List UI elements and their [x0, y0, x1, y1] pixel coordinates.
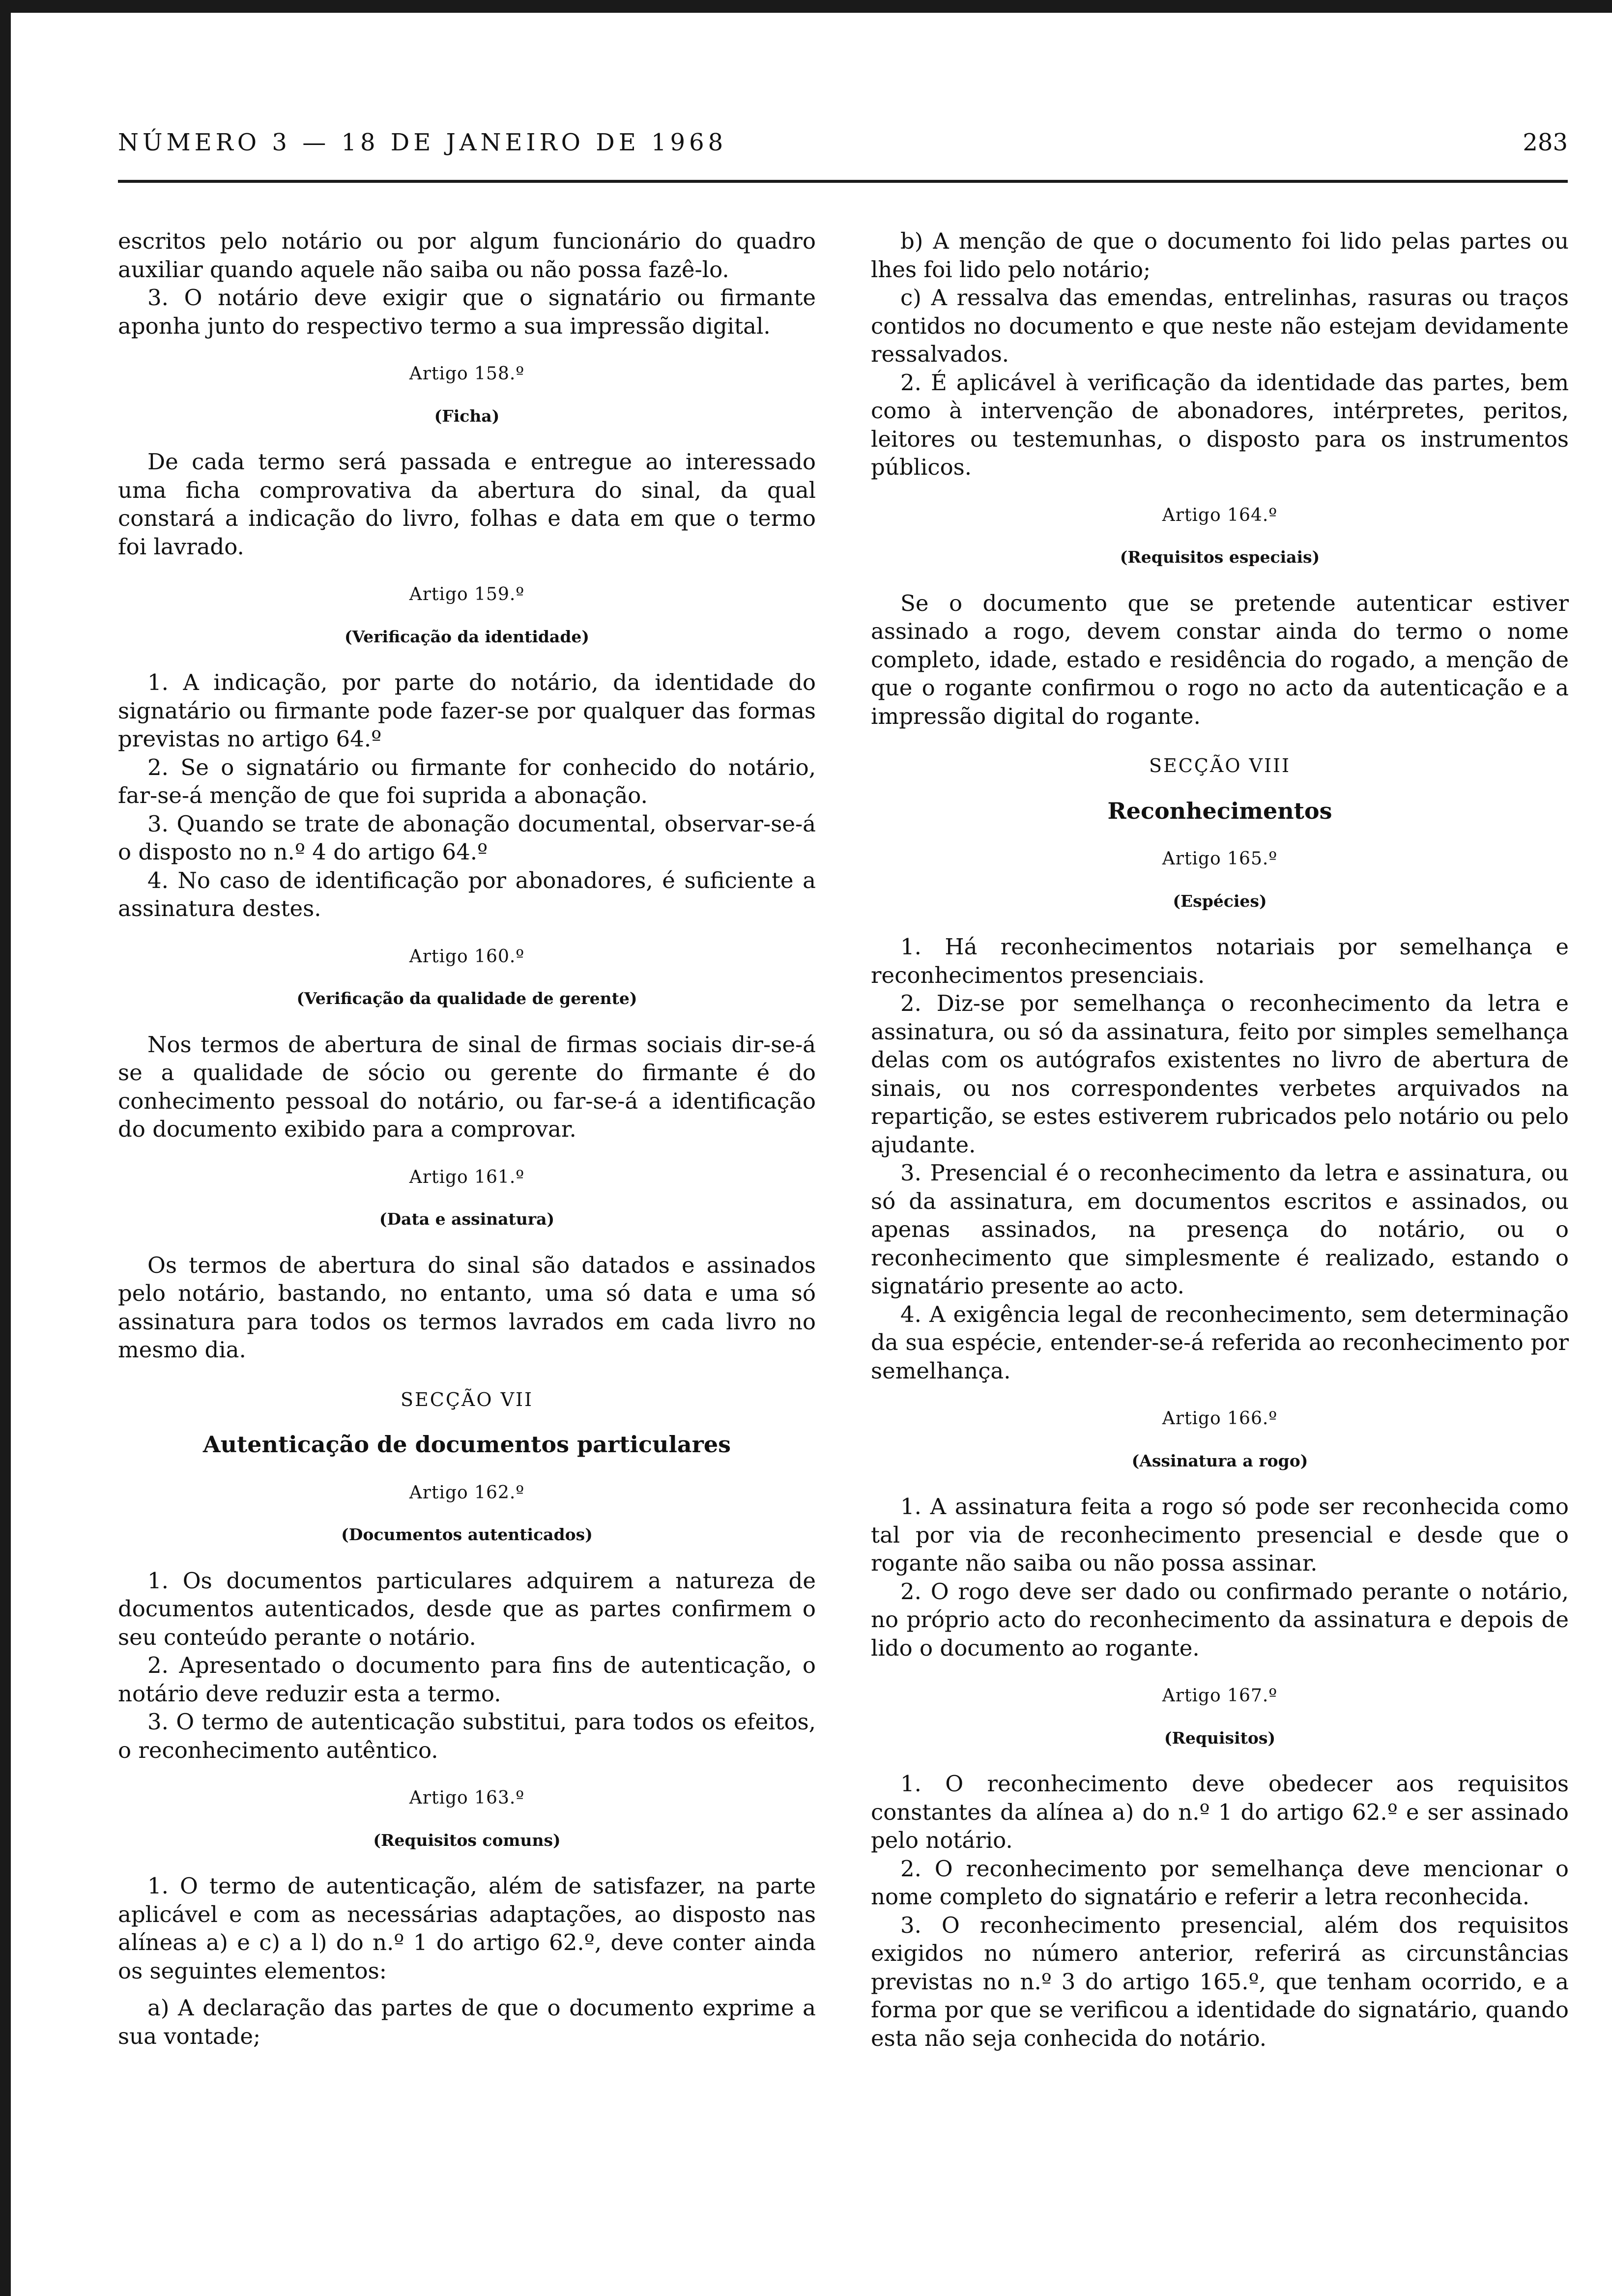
paragraph: Se o documento que se pretende autenticar estiver assinado a rogo, devem constar ainda do termo o nome completo, idade, estado e residência do rogado, a menção de que o rogante confirmou o rogo no acto da autenticação e a impressão digital do rogante.	[871, 590, 1569, 729]
article-subtitle: (Espécies)	[1173, 891, 1267, 911]
paragraph: De cada termo será passada e entregue ao interessado uma ficha comprovativa da abertura do sinal, da qual constará a indicação do livro, folhas e data em que o termo foi lavrado.	[118, 449, 816, 560]
paragraph: 3. Presencial é o reconhecimento da letra e assinatura, ou só da assinatura, em documentos escritos e assinados, ou apenas assinados, na presença do notário, ou o reconhecimento que simplesmente é realizado, estando o signatário presente ao acto.	[871, 1160, 1569, 1299]
article-heading: Artigo 163.º	[409, 1788, 525, 1808]
paragraph: b) A menção de que o documento foi lido pelas partes ou lhes foi lido pelo notário;	[871, 228, 1569, 283]
paragraph: Os termos de abertura do sinal são datados e assinados pelo notário, bastando, no entanto, uma só data e uma só assinatura para todos os termos lavrados em cada livro no mesmo dia.	[118, 1252, 816, 1363]
article-subtitle: (Requisitos)	[1164, 1728, 1276, 1748]
article-heading: Artigo 162.º	[409, 1482, 525, 1503]
paragraph: 1. O termo de autenticação, além de satisfazer, na parte aplicável e com as necessárias adaptações, ao disposto nas alíneas a) e c) a l) do n.º 1 do artigo 62.º, deve conter ainda os seguintes elementos:	[118, 1873, 816, 1984]
paragraph: escritos pelo notário ou por algum funcionário do quadro auxiliar quando aquele não saiba ou não possa fazê-lo.	[118, 228, 816, 283]
paragraph: 1. Há reconhecimentos notariais por semelhança e reconhecimentos presenciais.	[871, 934, 1569, 988]
paragraph: 4. A exigência legal de reconhecimento, sem determinação da sua espécie, entender-se-á referida ao reconhecimento por semelhança.	[871, 1301, 1569, 1384]
article-subtitle: (Documentos autenticados)	[341, 1525, 593, 1544]
header-rule	[118, 180, 1568, 183]
left-column	[118, 227, 816, 2050]
section-label: SECÇÃO VIII	[1149, 755, 1291, 776]
paragraph: 2. O rogo deve ser dado ou confirmado perante o notário, no próprio acto do reconhecimento da assinatura e depois de lido o documento ao rogante.	[871, 1578, 1569, 1661]
journal-issue-title: NÚMERO 3 — 18 DE JANEIRO DE 1968	[118, 129, 727, 156]
paragraph: 3. O termo de autenticação substitui, para todos os efeitos, o reconhecimento autêntico.	[118, 1709, 816, 1763]
article-subtitle: (Requisitos especiais)	[1120, 547, 1320, 567]
article-heading: Artigo 158.º	[409, 364, 525, 384]
article-subtitle: (Verificação da identidade)	[344, 627, 589, 646]
section-title: Reconhecimentos	[1107, 797, 1332, 824]
article-heading: Artigo 166.º	[1162, 1408, 1278, 1429]
paragraph: 3. O notário deve exigir que o signatário ou firmante aponha junto do respectivo termo a sua impressão digital.	[118, 285, 816, 339]
article-subtitle: (Requisitos comuns)	[373, 1830, 561, 1850]
paragraph: 2. Diz-se por semelhança o reconhecimento da letra e assinatura, ou só da assinatura, feito por simples semelhança delas com os autógrafos existentes no livro de abertura de sinais, ou nos correspondentes verbetes arquivados na repartição, se estes estiverem rubricados pelo notário ou pelo ajudante.	[871, 990, 1569, 1158]
paragraph: 2. O reconhecimento por semelhança deve mencionar o nome completo do signatário e referir a letra reconhecida.	[871, 1855, 1569, 1910]
paragraph: 2. Apresentado o documento para fins de autenticação, o notário deve reduzir esta a termo.	[118, 1652, 816, 1707]
article-subtitle: (Assinatura a rogo)	[1131, 1451, 1308, 1470]
page-border-left	[0, 0, 11, 2296]
article-heading: Artigo 164.º	[1162, 505, 1278, 525]
article-heading: Artigo 159.º	[409, 584, 525, 604]
paragraph: 1. A indicação, por parte do notário, da identidade do signatário ou firmante pode fazer-se por qualquer das formas previstas no artigo 64.º	[118, 669, 816, 752]
paragraph: c) A ressalva das emendas, entrelinhas, rasuras ou traços contidos no documento e que neste não estejam devidamente ressalvados.	[871, 285, 1569, 367]
article-heading: Artigo 160.º	[409, 946, 525, 967]
article-subtitle: (Verificação da qualidade de gerente)	[296, 989, 637, 1008]
article-heading: Artigo 161.º	[409, 1167, 525, 1187]
paragraph: 3. O reconhecimento presencial, além dos requisitos exigidos no número anterior, referirá as circunstâncias previstas no n.º 3 do artigo 165.º, que tenham ocorrido, e a forma por que se verificou a identidade do signatário, quando esta não seja conhecida do notário.	[871, 1912, 1569, 2051]
page-border-top	[0, 0, 1612, 13]
right-column	[871, 227, 1569, 2052]
paragraph: 3. Quando se trate de abonação documental, observar-se-á o disposto no n.º 4 do artigo 64.º	[118, 810, 816, 865]
paragraph: 2. É aplicável à verificação da identidade das partes, bem como à intervenção de abonadores, intérpretes, peritos, leitores ou testemunhas, o disposto para os instrumentos públicos.	[871, 369, 1569, 480]
section-title: Autenticação de documentos particulares	[202, 1431, 731, 1458]
paragraph: 1. A assinatura feita a rogo só pode ser reconhecida como tal por via de reconhecimento presencial e desde que o rogante não saiba ou não possa assinar.	[871, 1493, 1569, 1576]
paragraph: 4. No caso de identificação por abonadores, é suficiente a assinatura destes.	[118, 867, 816, 921]
page-header	[118, 129, 1568, 168]
paragraph: Nos termos de abertura de sinal de firmas sociais dir-se-á se a qualidade de sócio ou gerente do firmante é do conhecimento pessoal do notário, ou far-se-á a identificação do documento exibido para a comprovar.	[118, 1031, 816, 1142]
article-heading: Artigo 165.º	[1162, 849, 1278, 869]
paragraph: 2. Se o signatário ou firmante for conhecido do notário, far-se-á menção de que foi suprida a abonação.	[118, 754, 816, 808]
section-label: SECÇÃO VII	[400, 1388, 534, 1410]
paragraph: a) A declaração das partes de que o documento exprime a sua vontade;	[118, 1995, 816, 2049]
paragraph: 1. O reconhecimento deve obedecer aos requisitos constantes da alínea a) do n.º 1 do artigo 62.º e ser assinado pelo notário.	[871, 1771, 1569, 1853]
article-subtitle: (Ficha)	[434, 406, 500, 426]
article-heading: Artigo 167.º	[1162, 1686, 1278, 1706]
paragraph: 1. Os documentos particulares adquirem a natureza de documentos autenticados, desde que as partes confirmem o seu conteúdo perante o notário.	[118, 1567, 816, 1650]
page-number: 283	[1523, 129, 1568, 156]
article-subtitle: (Data e assinatura)	[379, 1209, 555, 1229]
